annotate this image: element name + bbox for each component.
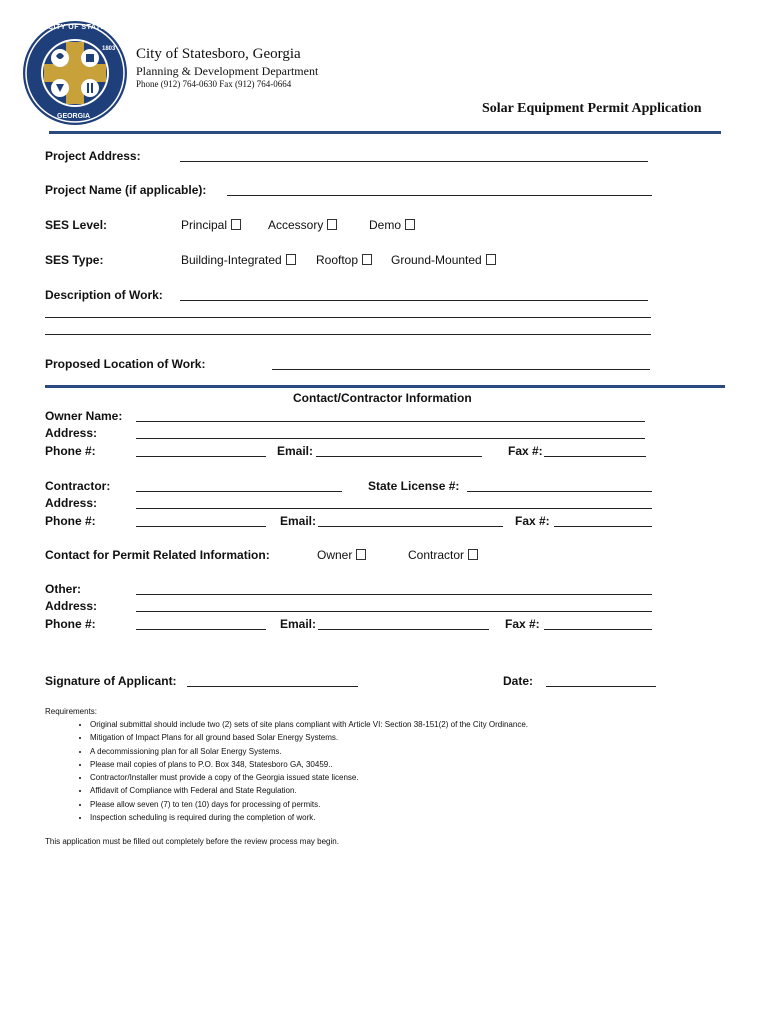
requirement-item: • Please allow seven (7) to ten (10) days for processing of permits. <box>90 798 528 811</box>
signature-field[interactable] <box>187 686 358 687</box>
requirement-item: • Please mail copies of plans to P.O. Box 348, Statesboro GA, 30459.. <box>90 758 528 771</box>
contact-section-title: Contact/Contractor Information <box>293 391 472 405</box>
location-field[interactable] <box>272 369 650 370</box>
city-name: City of Statesboro, Georgia <box>136 46 301 62</box>
owner-fax-label: Fax #: <box>508 444 543 458</box>
other-address-field[interactable] <box>136 611 652 612</box>
ses-type-rooftop[interactable]: Rooftop <box>316 253 372 267</box>
project-name-label: Project Name (if applicable): <box>45 183 207 197</box>
other-phone-label: Phone #: <box>45 617 96 631</box>
permit-contact-contractor[interactable]: Contractor <box>408 548 478 562</box>
other-label: Other: <box>45 582 81 596</box>
owner-email-field[interactable] <box>316 456 482 457</box>
contractor-email-field[interactable] <box>318 526 503 527</box>
date-field[interactable] <box>546 686 656 687</box>
checkbox-accessory[interactable] <box>327 219 337 230</box>
checkbox-principal[interactable] <box>231 219 241 230</box>
contractor-label: Contractor: <box>45 479 111 493</box>
requirement-item: • Inspection scheduling is required during the completion of work. <box>90 811 528 824</box>
checkbox-demo[interactable] <box>405 219 415 230</box>
permit-contact-label: Contact for Permit Related Information: <box>45 548 270 562</box>
description-field-2[interactable] <box>45 317 651 318</box>
owner-name-field[interactable] <box>136 421 645 422</box>
ses-type-building-integrated[interactable]: Building-Integrated <box>181 253 296 267</box>
permit-contact-owner[interactable]: Owner <box>317 548 366 562</box>
project-name-field[interactable] <box>227 195 652 196</box>
requirement-item: • Mitigation of Impact Plans for all ground based Solar Energy Systems. <box>90 731 528 744</box>
contractor-field[interactable] <box>136 491 342 492</box>
requirement-item: • A decommissioning plan for all Solar Energy Systems. <box>90 745 528 758</box>
checkbox-rooftop[interactable] <box>362 254 372 265</box>
requirements-footer: This application must be filled out completely before the review process may begin. <box>45 837 339 846</box>
other-email-field[interactable] <box>318 629 489 630</box>
checkbox-ground-mounted[interactable] <box>486 254 496 265</box>
date-label: Date: <box>503 674 534 688</box>
contractor-fax-field[interactable] <box>554 526 652 527</box>
seal-text-bottom: GEORGIA <box>57 113 91 120</box>
contractor-phone-label: Phone #: <box>45 514 96 528</box>
checkbox-building-integrated[interactable] <box>286 254 296 265</box>
owner-name-label: Owner Name: <box>45 409 123 423</box>
checkbox-contractor[interactable] <box>468 549 478 560</box>
other-field[interactable] <box>136 594 652 595</box>
ses-level-accessory[interactable]: Accessory <box>268 218 337 232</box>
requirement-item: • Original submittal should include two (2) sets of site plans compliant with Article VI: Section 38-151(2) of the City Ordinance. <box>90 718 528 731</box>
ses-level-principal[interactable]: Principal <box>181 218 241 232</box>
contractor-email-label: Email: <box>280 514 317 528</box>
header-divider <box>49 131 721 134</box>
form-title: Solar Equipment Permit Application <box>482 101 702 116</box>
ses-type-ground-mounted[interactable]: Ground-Mounted <box>391 253 496 267</box>
requirement-item: • Contractor/Installer must provide a copy of the Georgia issued state license. <box>90 771 528 784</box>
description-label: Description of Work: <box>45 288 163 302</box>
owner-address-field[interactable] <box>136 438 645 439</box>
owner-phone-field[interactable] <box>136 456 266 457</box>
contact-numbers: Phone (912) 764-0630 Fax (912) 764-0664 <box>136 79 292 89</box>
contractor-address-field[interactable] <box>136 508 652 509</box>
owner-address-label: Address: <box>45 426 98 440</box>
project-address-field[interactable] <box>180 161 648 162</box>
requirements-heading: Requirements: <box>45 707 98 716</box>
ses-level-label: SES Level: <box>45 218 108 232</box>
other-fax-label: Fax #: <box>505 617 540 631</box>
contractor-fax-label: Fax #: <box>515 514 550 528</box>
contact-divider <box>45 385 725 388</box>
other-address-label: Address: <box>45 599 98 613</box>
requirements-list <box>62 718 528 824</box>
other-phone-field[interactable] <box>136 629 266 630</box>
owner-phone-label: Phone #: <box>45 444 96 458</box>
project-address-label: Project Address: <box>45 149 141 163</box>
location-label: Proposed Location of Work: <box>45 357 206 371</box>
description-field-3[interactable] <box>45 334 651 335</box>
contractor-address-label: Address: <box>45 496 98 510</box>
license-label: State License #: <box>368 479 460 493</box>
contractor-phone-field[interactable] <box>136 526 266 527</box>
seal-year: 1803 <box>102 46 116 52</box>
ses-type-label: SES Type: <box>45 253 104 267</box>
license-field[interactable] <box>467 491 652 492</box>
seal-text-top: CITY OF STATESBORO <box>48 24 135 31</box>
other-fax-field[interactable] <box>544 629 652 630</box>
description-field-1[interactable] <box>180 300 648 301</box>
requirement-item: • Affidavit of Compliance with Federal and State Regulation. <box>90 784 528 797</box>
owner-fax-field[interactable] <box>544 456 646 457</box>
other-email-label: Email: <box>280 617 317 631</box>
city-seal-logo <box>22 20 135 126</box>
owner-email-label: Email: <box>277 444 314 458</box>
signature-label: Signature of Applicant: <box>45 674 177 688</box>
ses-level-demo[interactable]: Demo <box>369 218 415 232</box>
department-name: Planning & Development Department <box>136 64 319 78</box>
checkbox-owner[interactable] <box>356 549 366 560</box>
